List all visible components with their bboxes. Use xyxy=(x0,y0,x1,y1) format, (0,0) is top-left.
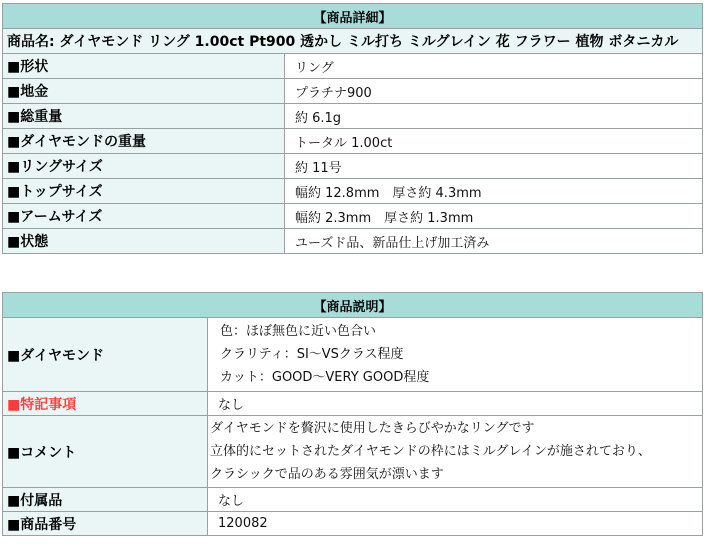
arm-size-label: ■アームサイズ xyxy=(3,204,285,229)
special-notes-value: なし xyxy=(208,392,703,416)
detail-row xyxy=(3,104,703,129)
product-number-row xyxy=(3,512,703,536)
shape-value: リング xyxy=(285,54,703,79)
accessories-label: ■付属品 xyxy=(3,488,208,512)
arm-size-value: 幅約 2.3mm 厚さ約 1.3mm xyxy=(285,204,703,229)
diamond-label: ■ダイヤモンド xyxy=(3,318,208,392)
product-description-table xyxy=(2,292,703,536)
special-notes-label: ■特記事項 xyxy=(3,392,208,416)
special-notes-row xyxy=(3,392,703,416)
detail-row xyxy=(3,229,703,254)
accessories-row xyxy=(3,488,703,512)
detail-row xyxy=(3,54,703,79)
product-details-table xyxy=(2,3,703,254)
condition-value: ユーズド品、新品仕上げ加工済み xyxy=(285,229,703,254)
diamond-clarity-line: クラリティ：SI～VSクラス程度 xyxy=(220,347,404,362)
product-number-value: 120082 xyxy=(208,512,703,536)
detail-row xyxy=(3,129,703,154)
diamond-row xyxy=(3,318,703,392)
diamond-specs xyxy=(208,318,703,392)
detail-row xyxy=(3,79,703,104)
comment-text xyxy=(208,416,703,488)
ring-size-value: 約 11号 xyxy=(285,154,703,179)
product-name: 商品名: ダイヤモンド リング 1.00ct Pt900 透かし ミル打ち ミルグレイン 花 フラワー 植物 ボタニカル xyxy=(3,29,703,54)
description-header: 【商品説明】 xyxy=(3,293,703,318)
ring-size-label: ■リングサイズ xyxy=(3,154,285,179)
details-header: 【商品詳細】 xyxy=(3,4,703,29)
metal-value: プラチナ900 xyxy=(285,79,703,104)
shape-label: ■形状 xyxy=(3,54,285,79)
accessories-value: なし xyxy=(208,488,703,512)
detail-row xyxy=(3,204,703,229)
top-size-label: ■トップサイズ xyxy=(3,179,285,204)
comment-line: 立体的にセットされたダイヤモンドの枠にはミルグレインが施されており、 xyxy=(210,444,651,459)
product-number-label: ■商品番号 xyxy=(3,512,208,536)
top-size-value: 幅約 12.8mm 厚さ約 4.3mm xyxy=(285,179,703,204)
total-weight-value: 約 6.1g xyxy=(285,104,703,129)
comment-row xyxy=(3,416,703,488)
comment-label: ■コメント xyxy=(3,416,208,488)
diamond-weight-label: ■ダイヤモンドの重量 xyxy=(3,129,285,154)
total-weight-label: ■総重量 xyxy=(3,104,285,129)
diamond-cut-line: カット：GOOD～VERY GOOD程度 xyxy=(220,370,430,385)
condition-label: ■状態 xyxy=(3,229,285,254)
detail-row xyxy=(3,154,703,179)
metal-label: ■地金 xyxy=(3,79,285,104)
comment-line: クラシックで品のある雰囲気が漂います xyxy=(210,467,444,482)
detail-row xyxy=(3,179,703,204)
diamond-color-line: 色：ほぼ無色に近い色合い xyxy=(220,324,377,339)
comment-line: ダイヤモンドを贅沢に使用したきらびやかなリングです xyxy=(210,421,535,436)
diamond-weight-value: トータル 1.00ct xyxy=(285,129,703,154)
